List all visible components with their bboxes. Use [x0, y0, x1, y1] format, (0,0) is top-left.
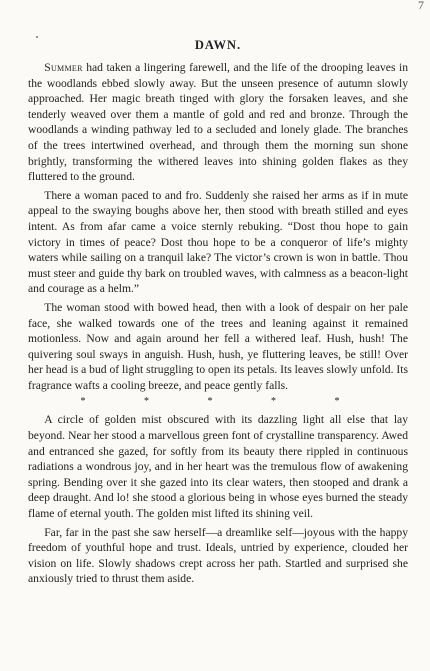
paragraph-5: Far, far in the past she saw herself—a dreamlike self—joyous with the happy freedom of youthful hope and trust. Ideals, untried by experience, clouded her vision on life. Slowly shadows crept across her path. Startled and surprised she anxiously tried to thrust them aside.: [28, 525, 408, 586]
section-separator: * * * * *: [80, 396, 368, 408]
page-corner-mark: 7: [418, 0, 424, 12]
paragraph-1: [28, 60, 408, 185]
paragraph-3: The woman stood with bowed head, then with a look of despair on her pale face, she walked towards one of the trees and leaning against it remained motionless. Now and again around her fell a withered leaf. Hush, hush! The quivering soul sways in anguish. Hush, hush, ye fluttering leaves, be still! Over her head is a bud of light struggling to open its petals. Its leaves slowly unfold. Its fragrance wafts a cooling breeze, and peace gently falls.: [28, 300, 408, 392]
chapter-title: DAWN.: [194, 38, 242, 52]
paragraph-2: There a woman paced to and fro. Suddenly she raised her arms as if in mute appeal to the swaying boughs above her, then stood with breath stilled and eyes intent. As from afar came a voice sternly rebuking. “Dost thou hope to gain victory in times of peace? Dost thou hope to be a conqueror of life’s mighty waters while sailing on a tranquil lake? The victor’s crown is won in battle. Thou must steer and guide thy bark on troubled waves, with calmness as a beacon-light and courage as a helm.”: [28, 188, 408, 296]
lead-word: Summer: [44, 61, 83, 74]
ink-speck: [36, 36, 38, 38]
paragraph-4: A circle of golden mist obscured with its dazzling light all else that lay beyond. Near her stood a marvellous green font of crystalline transparency. Awed and entranced she gazed, for softly from its beauty there rippled in continuous radiations a wondrous joy, and in her heart was the tremulous flow of awakening spring. Bending over it she gazed into its clear waters, then stooped and drank a deep draught. And lo! she stood a glorious being in whose eyes burned the steady flame of eternal youth. The golden mist lifted its shining veil.: [28, 413, 408, 521]
paragraph-1-text: had taken a lingering farewell, and the life of the drooping leaves in the woodlands ebbed slowly away. But the unseen presence of autumn slowly approached. Her magic breath tinged with glory the forsaken leaves, and she tenderly weaved over them a mantle of gold and red and bronze. Through the woodlands a winding pathway led to a secluded and lonely glade. The branches of the trees intertwined overhead, and through them the morning sun shone brightly, transforming the withered leaves into shining golden flakes as they fluttered to the ground.: [28, 61, 408, 184]
